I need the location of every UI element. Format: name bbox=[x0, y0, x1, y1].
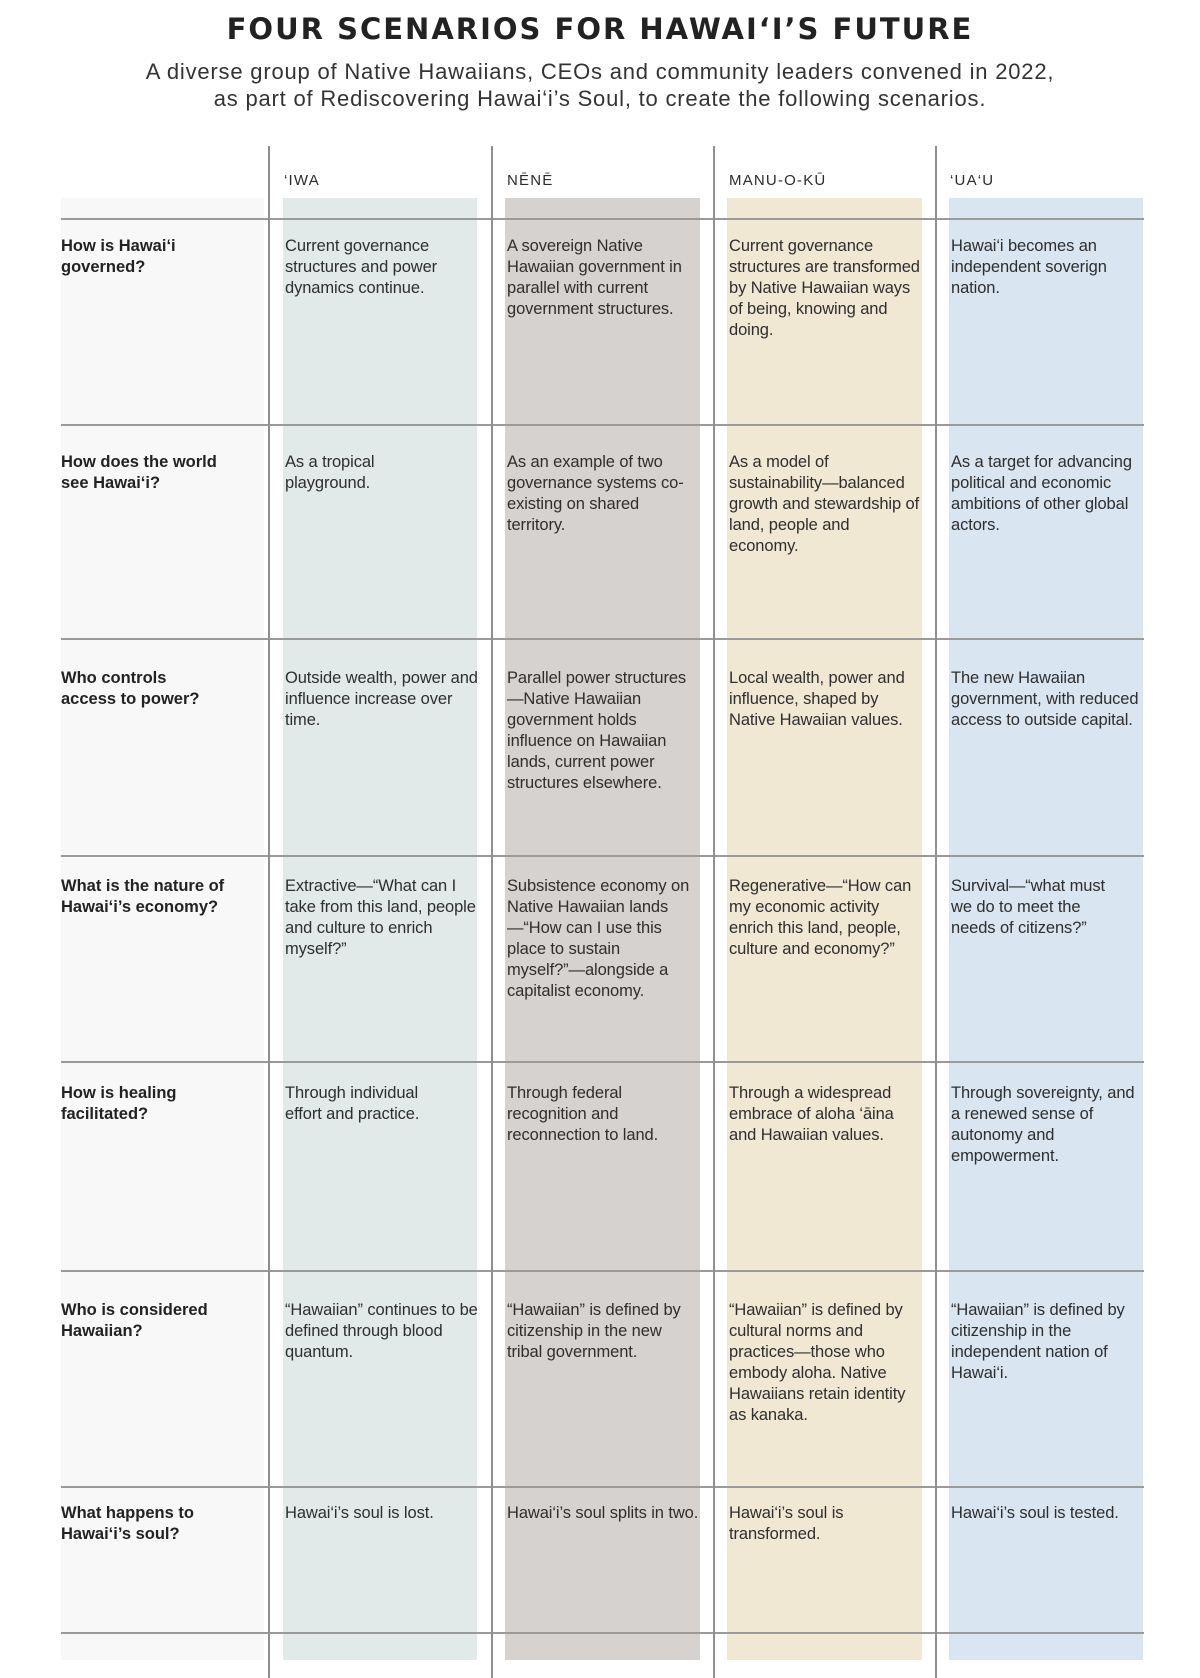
cell-manu-o-ku-hawaiian-identity: “Hawaiian” is defined by cultural norms and practices—those who embody aloha. Native Hawaiians retain identity as kanaka. bbox=[729, 1301, 906, 1424]
cell-iwa-governance: Current governance structures and power dynamics continue. bbox=[285, 237, 438, 297]
cell-uau-hawaiian-identity: “Hawaiian” is defined by citizenship in the independent nation of Hawai‘i. bbox=[951, 1301, 1125, 1382]
column-divider bbox=[713, 146, 715, 1678]
page-subtitle bbox=[80, 58, 1120, 112]
cell-nene-soul: Hawai‘i’s soul splits in two. bbox=[507, 1504, 699, 1522]
cell-uau-soul: Hawai‘i’s soul is tested. bbox=[951, 1504, 1119, 1522]
row-divider bbox=[61, 1270, 1144, 1272]
row-question-soul: What happens to Hawai‘i’s soul? bbox=[61, 1504, 194, 1543]
column-divider bbox=[268, 146, 270, 1678]
cell-manu-o-ku-governance: Current governance structures are transformed by Native Hawaiian ways of being, knowing and doing. bbox=[729, 237, 920, 339]
column-header-nene: NĒNĒ bbox=[507, 172, 554, 189]
cell-nene-healing: Through federal recognition and reconnection to land. bbox=[507, 1084, 659, 1144]
row-divider bbox=[61, 638, 1144, 640]
cell-iwa-economy: Extractive—“What can I take from this land, people and culture to enrich myself?” bbox=[285, 877, 476, 958]
cell-iwa-hawaiian-identity: “Hawaiian” continues to be defined through blood quantum. bbox=[285, 1301, 478, 1361]
column-header-uau: ‘UA‘U bbox=[950, 172, 995, 189]
cell-manu-o-ku-power: Local wealth, power and influence, shaped by Native Hawaiian values. bbox=[729, 669, 905, 729]
cell-uau-governance: Hawai‘i becomes an independent soverign nation. bbox=[951, 237, 1107, 297]
row-question-economy: What is the nature of Hawai‘i’s economy? bbox=[61, 877, 225, 916]
row-question-world-view: How does the world see Hawai‘i? bbox=[61, 453, 217, 492]
row-divider bbox=[61, 855, 1144, 857]
cell-nene-governance: A sovereign Native Hawaiian government in parallel with current government structures. bbox=[507, 237, 682, 318]
cell-uau-world-view: As a target for advancing political and economic ambitions of other global actors. bbox=[951, 453, 1132, 534]
cell-iwa-power: Outside wealth, power and influence increase over time. bbox=[285, 669, 478, 729]
column-header-iwa: ‘IWA bbox=[284, 172, 320, 189]
subtitle-line-1: A diverse group of Native Hawaiians, CEOs and community leaders convened in 2022, bbox=[145, 59, 1055, 84]
cell-nene-economy: Subsistence economy on Native Hawaiian lands—“How can I use this place to sustain myself?”—alongside a capitalist economy. bbox=[507, 877, 690, 1000]
row-divider bbox=[61, 424, 1144, 426]
cell-manu-o-ku-healing: Through a widespread embrace of aloha ‘āina and Hawaiian values. bbox=[729, 1084, 894, 1144]
cell-uau-economy: Survival—“what must we do to meet the needs of citizens?” bbox=[951, 877, 1105, 937]
column-divider bbox=[935, 146, 937, 1678]
cell-manu-o-ku-world-view: As a model of sustainability—balanced growth and stewardship of land, people and economy. bbox=[729, 453, 920, 555]
row-question-power: Who controls access to power? bbox=[61, 669, 200, 708]
cell-iwa-healing: Through individual effort and practice. bbox=[285, 1084, 420, 1123]
cell-nene-world-view: As an example of two governance systems co-existing on shared territory. bbox=[507, 453, 684, 534]
row-question-governance: How is Hawai‘i governed? bbox=[61, 237, 176, 276]
page-title: FOUR SCENARIOS FOR HAWAI‘I’S FUTURE bbox=[226, 12, 974, 46]
cell-nene-hawaiian-identity: “Hawaiian” is defined by citizenship in the new tribal government. bbox=[507, 1301, 681, 1361]
cell-manu-o-ku-economy: Regenerative—“How can my economic activity enrich this land, people, culture and economy?” bbox=[729, 877, 912, 958]
column-header-manu-o-ku: MANU-O-KŪ bbox=[729, 172, 827, 189]
cell-uau-power: The new Hawaiian government, with reduced access to outside capital. bbox=[951, 669, 1139, 729]
subtitle-line-2: as part of Rediscovering Hawai‘i’s Soul, to create the following scenarios. bbox=[213, 86, 987, 111]
row-divider bbox=[61, 1486, 1144, 1488]
row-divider bbox=[61, 218, 1144, 220]
column-divider bbox=[491, 146, 493, 1678]
cell-iwa-world-view: As a tropical playground. bbox=[285, 453, 375, 492]
label-column-panel bbox=[61, 198, 264, 1660]
cell-nene-power: Parallel power structures—Native Hawaiian government holds influence on Hawaiian lands, current power structures elsewhere. bbox=[507, 669, 687, 792]
row-question-hawaiian-identity: Who is considered Hawaiian? bbox=[61, 1301, 208, 1340]
cell-iwa-soul: Hawai‘i’s soul is lost. bbox=[285, 1504, 434, 1522]
cell-uau-healing: Through sovereignty, and a renewed sense of autonomy and empowerment. bbox=[951, 1084, 1135, 1165]
row-divider bbox=[61, 1061, 1144, 1063]
row-question-healing: How is healing facilitated? bbox=[61, 1084, 177, 1123]
cell-manu-o-ku-soul: Hawai‘i’s soul is transformed. bbox=[729, 1504, 844, 1543]
row-divider bbox=[61, 1632, 1144, 1634]
